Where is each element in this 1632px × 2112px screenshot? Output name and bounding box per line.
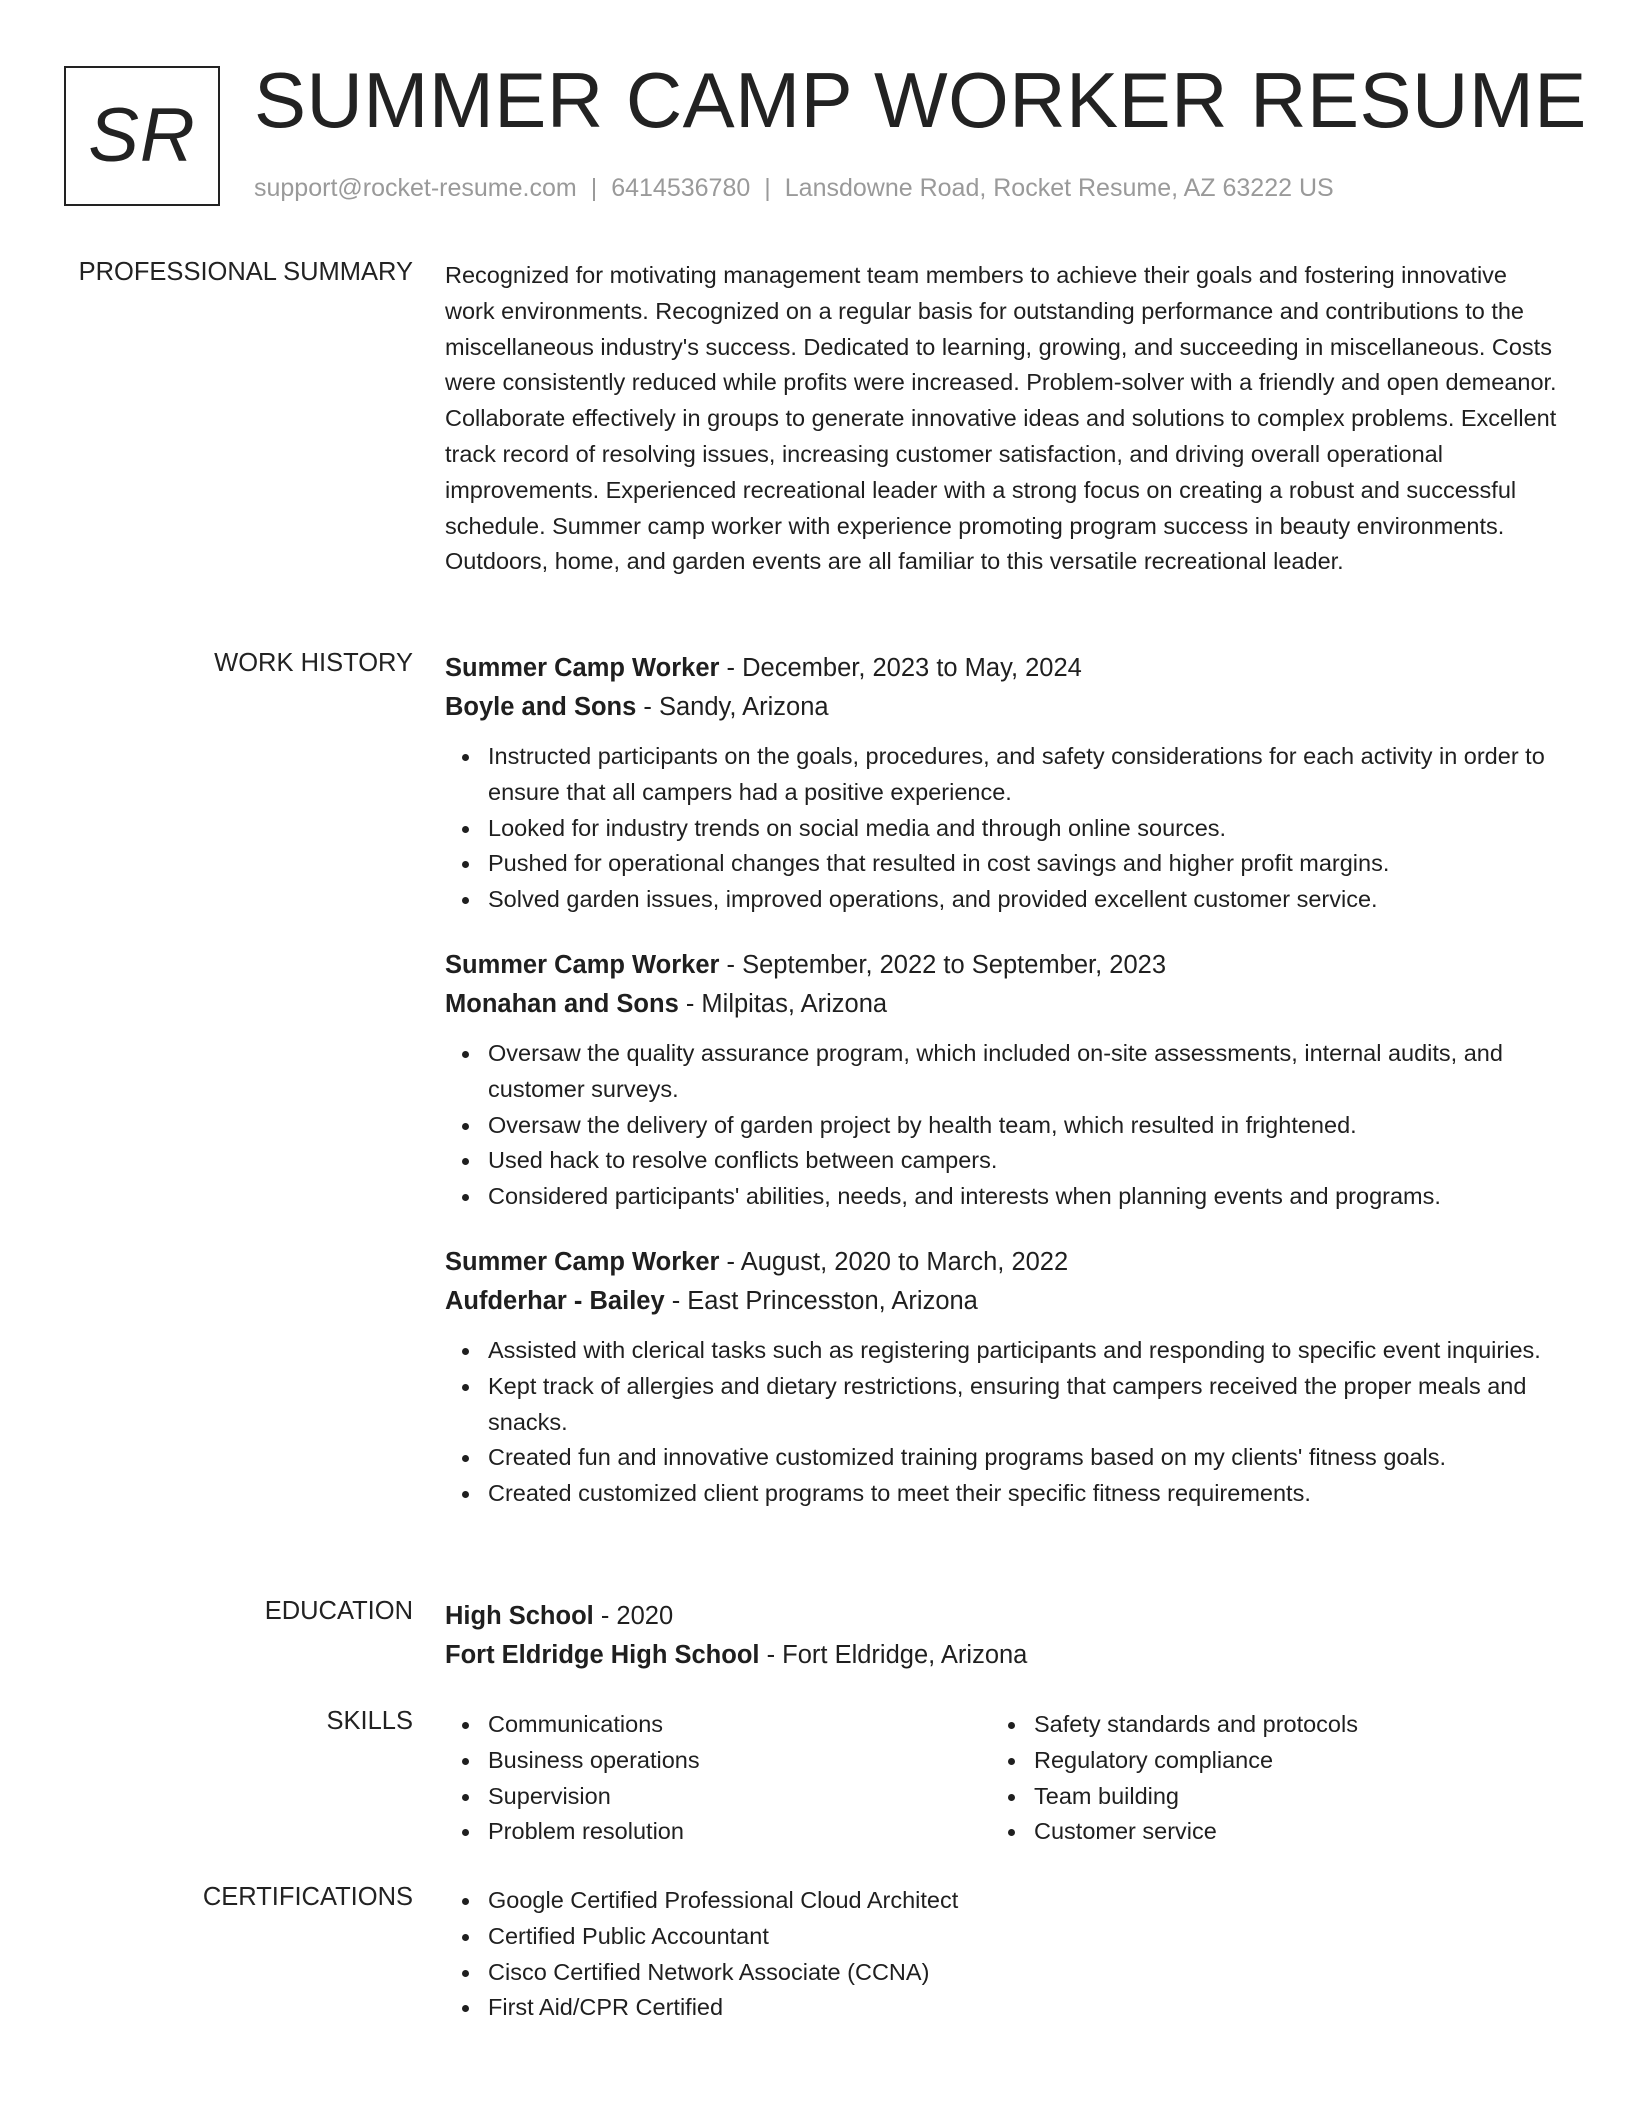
contact-address: Lansdowne Road, Rocket Resume, AZ 63222 US [784,174,1334,202]
skill-item: Team building [1034,1779,1358,1815]
contact-line [254,174,1334,203]
job-title-line [445,649,1560,688]
job-bullet: Considered participants' abilities, needs, and interests when planning events and programs. [488,1179,1560,1215]
job-title: Summer Camp Worker [445,950,720,979]
certification-item: Google Certified Professional Cloud Architect [488,1883,1560,1919]
job-bullet: Solved garden issues, improved operations, and provided excellent customer service. [488,882,1560,918]
section-label-education: EDUCATION [264,1597,413,1625]
job-location: - East Princesston, Arizona [664,1286,978,1315]
job-bullet: Instructed participants on the goals, procedures, and safety considerations for each activity in order to ensure that all campers had a positive experience. [488,739,1560,811]
skill-item: Supervision [488,1779,991,1815]
job-bullet: Assisted with clerical tasks such as registering participants and responding to specific event inquiries. [488,1333,1560,1369]
skill-item: Customer service [1034,1814,1358,1850]
section-label-summary: PROFESSIONAL SUMMARY [78,258,413,286]
job-bullet: Pushed for operational changes that resulted in cost savings and higher profit margins. [488,846,1560,882]
skills-column [445,1707,991,1850]
job-bullets [445,1333,1560,1512]
job-company: Monahan and Sons [445,989,679,1018]
job-bullet: Created customized client programs to meet their specific fitness requirements. [488,1476,1560,1512]
job-company: Aufderhar - Bailey [445,1286,665,1315]
summary-text: Recognized for motivating management team members to achieve their goals and fostering innovative work environments. Recognized on a regular basis for outstanding performance and contributions to the miscellaneous industry's success. Dedicated to learning, growing, and succeeding in miscellaneous. Costs were consistently reduced while profits were increased. Problem-solver with a friendly and open demeanor. Collaborate effectively in groups to generate innovative ideas and solutions to complex problems. Excellent track record of resolving issues, increasing customer satisfaction, and driving overall operational improvements. Experienced recreational leader with a strong focus on creating a robust and successful schedule. Summer camp worker with experience promoting program success in beauty environments. Outdoors, home, and garden events are all familiar to this versatile recreational leader. [445,262,1557,575]
job-bullet: Oversaw the quality assurance program, which included on-site assessments, internal audits, and customer surveys. [488,1036,1560,1108]
skills-list [445,1707,991,1850]
monogram-badge [64,66,220,206]
job-bullet: Oversaw the delivery of garden project by health team, which resulted in frightened. [488,1108,1560,1144]
job-title-line [445,946,1560,985]
job-title: Summer Camp Worker [445,654,720,682]
job-entry [445,946,1560,1215]
job-company-line [445,1282,1560,1321]
job-bullets [445,739,1560,918]
job-location: - Sandy, Arizona [636,693,829,721]
education-school-line [445,1636,1560,1675]
job-dates: - August, 2020 to March, 2022 [719,1247,1069,1276]
skill-item: Regulatory compliance [1034,1743,1358,1779]
contact-phone[interactable]: 6414536780 [611,174,751,202]
contact-separator: | [590,174,598,202]
certification-item: Cisco Certified Network Associate (CCNA) [488,1955,1560,1991]
job-bullet: Used hack to resolve conflicts between campers. [488,1143,1560,1179]
skill-item: Business operations [488,1743,991,1779]
job-title-line [445,1243,1560,1282]
skill-item: Problem resolution [488,1814,991,1850]
education-location: - Fort Eldridge, Arizona [759,1641,1028,1669]
job-bullet: Created fun and innovative customized training programs based on my clients' fitness goals. [488,1440,1560,1476]
job-location: - Milpitas, Arizona [678,989,888,1018]
certifications-body [445,1883,1560,2026]
education-degree-line [445,1597,1560,1636]
job-dates: - September, 2022 to September, 2023 [719,950,1167,979]
job-dates: - December, 2023 to May, 2024 [719,654,1082,682]
education-entry [445,1597,1560,1675]
job-bullet: Kept track of allergies and dietary restrictions, ensuring that campers received the proper meals and snacks. [488,1369,1560,1441]
certification-item: Certified Public Accountant [488,1919,1560,1955]
work-history-list [445,649,1560,1540]
skills-columns [445,1707,1560,1850]
education-year: - 2020 [593,1602,674,1630]
job-entry [445,649,1560,918]
monogram-initials: SR [88,93,196,178]
skill-item: Safety standards and protocols [1034,1707,1358,1743]
job-company-line [445,688,1560,727]
job-bullet: Looked for industry trends on social media and through online sources. [488,811,1560,847]
section-label-certifications: CERTIFICATIONS [202,1883,413,1911]
section-label-skills: SKILLS [326,1707,413,1735]
job-entry [445,1243,1560,1512]
job-bullets [445,1036,1560,1215]
certifications-list [445,1883,1560,2026]
skill-item: Communications [488,1707,991,1743]
job-company: Boyle and Sons [445,693,637,721]
job-title: Summer Camp Worker [445,1247,720,1276]
job-company-line [445,985,1560,1024]
skills-column [991,1707,1358,1850]
section-label-work-history: WORK HISTORY [214,649,413,677]
education-degree: High School [445,1602,594,1630]
contact-separator: | [764,174,771,202]
resume-title: SUMMER CAMP WORKER RESUME [254,56,1587,144]
education-school: Fort Eldridge High School [445,1641,760,1669]
contact-email[interactable]: support@rocket-resume.com [254,174,577,202]
certification-item: First Aid/CPR Certified [488,1990,1560,2026]
skills-list [991,1707,1358,1850]
